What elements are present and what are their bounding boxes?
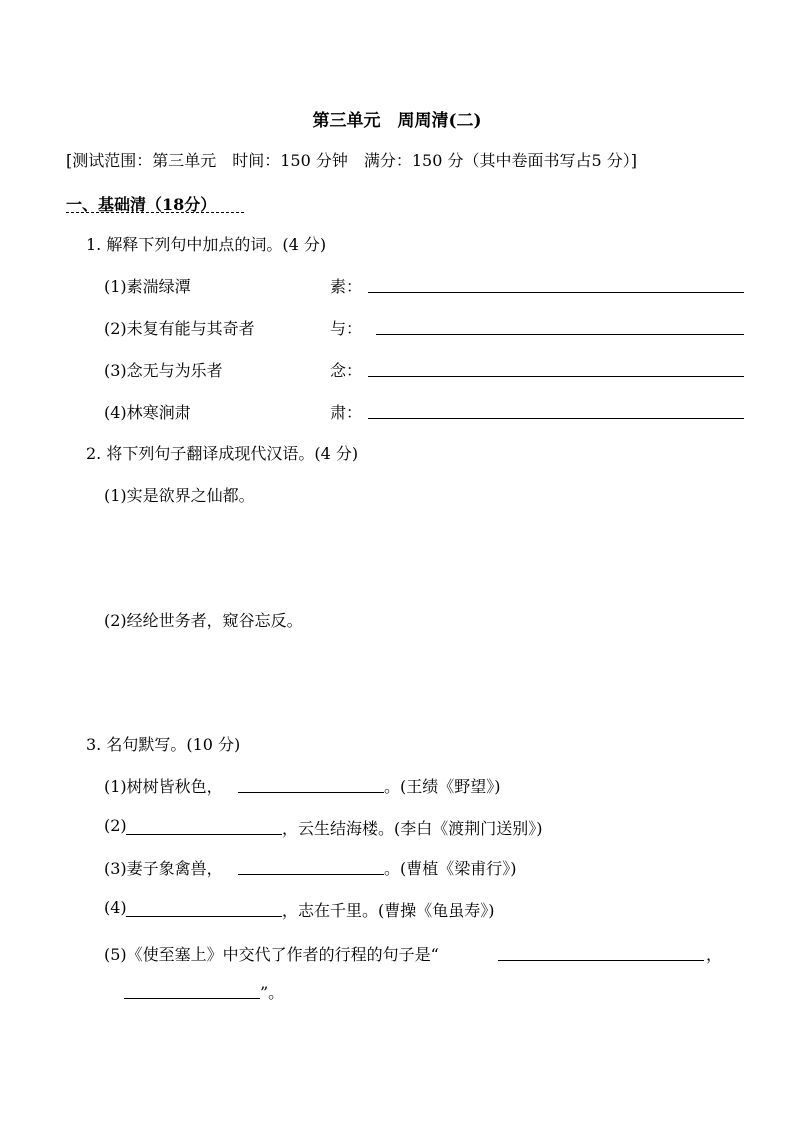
- q1-word-2: 与：: [330, 319, 363, 338]
- q3-item-5-suffix: ”。: [260, 983, 285, 1002]
- page-title: 第三单元 周周清(二): [312, 111, 482, 131]
- question-2-stem: 2. 将下列句子翻译成现代汉语。(4 分): [86, 444, 359, 463]
- q1-item-3: (3)念无与为乐者: [104, 361, 223, 380]
- q3-blank-1[interactable]: [238, 792, 384, 793]
- q3-item-1-prefix: (1)树树皆秋色，: [104, 777, 223, 796]
- q3-item-4-prefix: (4): [104, 898, 127, 917]
- q1-word-1: 素：: [330, 277, 363, 296]
- q1-answer-line-1[interactable]: [368, 292, 744, 293]
- q1-answer-line-2[interactable]: [376, 334, 744, 335]
- q3-item-2-prefix: (2): [104, 816, 127, 835]
- q3-blank-5a[interactable]: [498, 960, 704, 961]
- q3-item-3-prefix: (3)妻子象禽兽，: [104, 859, 223, 878]
- q3-item-5-prefix: (5)《使至塞上》中交代了作者的行程的句子是“: [104, 945, 439, 964]
- q2-item-2: (2)经纶世务者，窥谷忘反。: [104, 611, 303, 630]
- q3-blank-3[interactable]: [238, 874, 384, 875]
- q1-answer-line-4[interactable]: [368, 418, 744, 419]
- section-heading: 一、基础清（18分）: [66, 195, 217, 214]
- q1-word-4: 肃：: [330, 403, 363, 422]
- q3-blank-5b[interactable]: [124, 998, 260, 999]
- q3-item-4-suffix: ，志在千里。(曹操《龟虽寿》): [282, 901, 495, 920]
- q1-item-1: (1)素湍绿潭: [104, 277, 191, 296]
- q3-item-1-suffix: 。(王绩《野望》): [384, 777, 501, 796]
- q3-item-2-suffix: ，云生结海楼。(李白《渡荆门送别》): [282, 819, 543, 838]
- question-3-stem: 3. 名句默写。(10 分): [86, 735, 241, 754]
- test-range: [测试范围：第三单元 时间：150 分钟 满分：150 分（其中卷面书写占5 分）]: [66, 151, 638, 170]
- q3-blank-2[interactable]: [126, 834, 282, 835]
- q1-item-2: (2)未复有能与其奇者: [104, 319, 255, 338]
- q3-blank-4[interactable]: [126, 916, 282, 917]
- q1-answer-line-3[interactable]: [368, 376, 744, 377]
- question-1-stem: 1. 解释下列句中加点的词。(4 分): [86, 235, 327, 254]
- q1-word-3: 念：: [330, 361, 363, 380]
- q1-item-4: (4)林寒涧肃: [104, 403, 191, 422]
- q3-item-3-suffix: 。(曹植《梁甫行》): [384, 859, 517, 878]
- q3-item-5-comma: ，: [706, 945, 723, 964]
- q2-item-1: (1)实是欲界之仙都。: [104, 486, 255, 505]
- section-underline: [66, 212, 244, 213]
